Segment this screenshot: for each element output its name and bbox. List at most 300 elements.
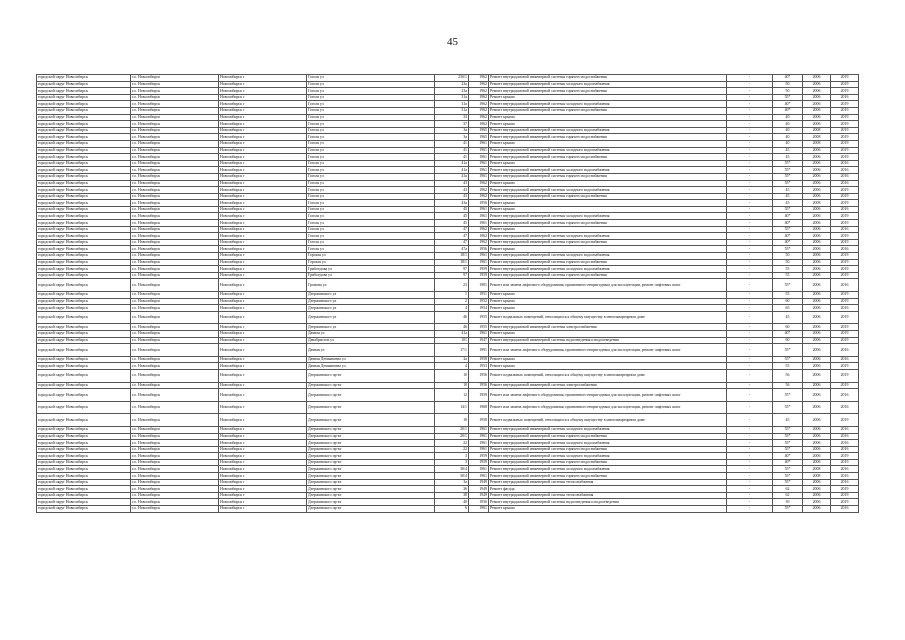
table-row	[37, 440, 859, 447]
work-type-cell: Ремонт внутридомовой инженерной системы холодного водоснабжения	[489, 233, 727, 240]
year-to-cell: 2019	[831, 101, 859, 108]
street-cell: Дачная Демьяновна ул	[307, 356, 435, 363]
municipality-cell: городской округ Новосибирск	[37, 324, 131, 331]
city-cell: Новосибирск г	[219, 213, 307, 220]
year-built-cell: 1962	[469, 88, 489, 95]
year-from-cell: 2006	[803, 305, 831, 312]
year-from-cell: 2006	[803, 486, 831, 493]
work-type-cell: Ремонт внутридомовой инженерной системы горячего водоснабжения	[489, 433, 727, 440]
year-from-cell: 2006	[803, 330, 831, 337]
city-cell: Новосибирск г	[219, 440, 307, 447]
year-built-cell: 1959	[469, 266, 489, 273]
district-cell: г.о. Новосибирск	[131, 272, 219, 279]
municipality-cell: городской округ Новосибирск	[37, 213, 131, 220]
district-cell: г.о. Новосибирск	[131, 499, 219, 506]
municipality-cell: городской округ Новосибирск	[37, 453, 131, 460]
value-cell: -	[727, 246, 773, 253]
city-cell: Новосибирск г	[219, 337, 307, 344]
table-row	[37, 173, 859, 180]
municipality-cell: городской округ Новосибирск	[37, 433, 131, 440]
wear-percent-cell: 45	[773, 414, 803, 427]
wear-percent-cell: 39	[773, 499, 803, 506]
street-cell: Дзержинского пр-кт	[307, 401, 435, 414]
table-row	[37, 446, 859, 453]
wear-percent-cell: 45	[773, 311, 803, 324]
wear-percent-cell: 40*	[773, 330, 803, 337]
value-cell: -	[727, 187, 773, 194]
table-row	[37, 239, 859, 246]
value-cell: -	[727, 363, 773, 370]
year-to-cell: 2019	[831, 459, 859, 466]
municipality-cell: городской округ Новосибирск	[37, 330, 131, 337]
district-cell: г.о. Новосибирск	[131, 134, 219, 141]
year-to-cell: 2019	[831, 200, 859, 207]
year-to-cell: 2019	[831, 499, 859, 506]
wear-percent-cell: 55*	[773, 466, 803, 473]
municipality-cell: городской округ Новосибирск	[37, 311, 131, 324]
municipality-cell: городской округ Новосибирск	[37, 389, 131, 402]
district-cell: г.о. Новосибирск	[131, 220, 219, 227]
city-cell: Новосибирск г	[219, 389, 307, 402]
year-built-cell: 1962	[469, 239, 489, 246]
year-built-cell: 1962	[469, 121, 489, 128]
municipality-cell: городской округ Новосибирск	[37, 253, 131, 260]
house-number-cell: 41	[435, 154, 469, 161]
street-cell: Гоголя ул	[307, 140, 435, 147]
year-from-cell: 2006	[803, 81, 831, 88]
value-cell: -	[727, 160, 773, 167]
wear-percent-cell: 60	[773, 324, 803, 331]
city-cell: Новосибирск г	[219, 324, 307, 331]
wear-percent-cell: 50	[773, 253, 803, 260]
district-cell: г.о. Новосибирск	[131, 121, 219, 128]
city-cell: Новосибирск г	[219, 220, 307, 227]
year-to-cell: 2019	[831, 266, 859, 273]
district-cell: г.о. Новосибирск	[131, 167, 219, 174]
municipality-cell: городской округ Новосибирск	[37, 200, 131, 207]
year-from-cell: 2006	[803, 114, 831, 121]
year-built-cell: 1961	[469, 466, 489, 473]
year-from-cell: 2006	[803, 401, 831, 414]
work-type-cell: Ремонт крыши	[489, 114, 727, 121]
wear-percent-cell: 40	[773, 134, 803, 141]
year-from-cell: 2006	[803, 226, 831, 233]
city-cell: Новосибирск г	[219, 121, 307, 128]
year-from-cell: 2006	[803, 147, 831, 154]
district-cell: г.о. Новосибирск	[131, 356, 219, 363]
year-from-cell: 2008	[803, 200, 831, 207]
table-row	[37, 414, 859, 427]
city-cell: Новосибирск г	[219, 272, 307, 279]
street-cell: Гоголя ул	[307, 200, 435, 207]
street-cell: Дзержинского пр-кт	[307, 414, 435, 427]
value-cell: -	[727, 81, 773, 88]
year-built-cell: 1968	[469, 401, 489, 414]
district-cell: г.о. Новосибирск	[131, 459, 219, 466]
city-cell: Новосибирск г	[219, 433, 307, 440]
value-cell: -	[727, 337, 773, 344]
year-from-cell: 2006	[803, 298, 831, 305]
wear-percent-cell: 45	[773, 154, 803, 161]
year-to-cell: 2016	[831, 356, 859, 363]
year-to-cell: 2019	[831, 369, 859, 382]
work-type-cell: Ремонт внутридомовой инженерной системы холодного водоснабжения	[489, 213, 727, 220]
city-cell: Новосибирск г	[219, 466, 307, 473]
district-cell: г.о. Новосибирск	[131, 363, 219, 370]
year-from-cell: 2006	[803, 389, 831, 402]
house-number-cell: 38	[435, 492, 469, 499]
year-from-cell: 2006	[803, 453, 831, 460]
house-number-cell: 18	[435, 414, 469, 427]
house-number-cell: 22	[435, 440, 469, 447]
year-built-cell: 1961	[469, 140, 489, 147]
table-row	[37, 401, 859, 414]
table-row	[37, 499, 859, 506]
city-cell: Новосибирск г	[219, 127, 307, 134]
work-type-cell: Ремонт внутридомовой инженерной системы горячего водоснабжения	[489, 220, 727, 227]
municipality-cell: городской округ Новосибирск	[37, 298, 131, 305]
work-type-cell: Ремонт крыши	[489, 356, 727, 363]
year-to-cell: 2019	[831, 233, 859, 240]
city-cell: Новосибирск г	[219, 239, 307, 246]
table-row	[37, 193, 859, 200]
wear-percent-cell: 65	[773, 305, 803, 312]
district-cell: г.о. Новосибирск	[131, 311, 219, 324]
municipality-cell: городской округ Новосибирск	[37, 239, 131, 246]
street-cell: Гоголя ул	[307, 114, 435, 121]
value-cell: -	[727, 324, 773, 331]
year-to-cell: 2016	[831, 479, 859, 486]
wear-percent-cell: 60	[773, 337, 803, 344]
house-number-cell: 47	[435, 239, 469, 246]
value-cell: -	[727, 88, 773, 95]
wear-percent-cell: 40*	[773, 220, 803, 227]
house-number-cell: 45	[435, 213, 469, 220]
street-cell: Гоголя ул	[307, 154, 435, 161]
work-type-cell: Ремонт крыши	[489, 363, 727, 370]
work-type-cell: Ремонт внутридомовой инженерной системы горячего водоснабжения	[489, 88, 727, 95]
street-cell: Горская ул	[307, 253, 435, 260]
year-from-cell: 2006	[803, 363, 831, 370]
district-cell: г.о. Новосибирск	[131, 127, 219, 134]
street-cell: Гоголя ул	[307, 180, 435, 187]
table-row	[37, 127, 859, 134]
year-to-cell: 2019	[831, 121, 859, 128]
year-to-cell: 2016	[831, 440, 859, 447]
value-cell: -	[727, 344, 773, 357]
year-to-cell: 2016	[831, 473, 859, 480]
wear-percent-cell: 55*	[773, 206, 803, 213]
year-built-cell: 1961	[469, 330, 489, 337]
street-cell: Громова ул	[307, 279, 435, 292]
wear-percent-cell: 40	[773, 140, 803, 147]
district-cell: г.о. Новосибирск	[131, 246, 219, 253]
year-to-cell: 2019	[831, 140, 859, 147]
municipality-cell: городской округ Новосибирск	[37, 369, 131, 382]
value-cell: -	[727, 305, 773, 312]
city-cell: Новосибирск г	[219, 473, 307, 480]
year-built-cell: 1947	[469, 337, 489, 344]
city-cell: Новосибирск г	[219, 401, 307, 414]
municipality-cell: городской округ Новосибирск	[37, 101, 131, 108]
year-from-cell: 2006	[803, 173, 831, 180]
municipality-cell: городской округ Новосибирск	[37, 414, 131, 427]
year-to-cell: 2016	[831, 94, 859, 101]
municipality-cell: городской округ Новосибирск	[37, 440, 131, 447]
work-type-cell: Ремонт крыши	[489, 180, 727, 187]
work-type-cell: Ремонт крыши	[489, 200, 727, 207]
value-cell: -	[727, 330, 773, 337]
district-cell: г.о. Новосибирск	[131, 344, 219, 357]
year-built-cell: 1962	[469, 114, 489, 121]
wear-percent-cell: 55	[773, 272, 803, 279]
wear-percent-cell: 55	[773, 292, 803, 299]
table-row	[37, 246, 859, 253]
table-row	[37, 369, 859, 382]
year-to-cell: 2019	[831, 363, 859, 370]
value-cell: -	[727, 272, 773, 279]
value-cell: -	[727, 446, 773, 453]
street-cell: Гоголя ул	[307, 206, 435, 213]
year-built-cell: 1956	[469, 246, 489, 253]
year-built-cell: 1962	[469, 107, 489, 114]
value-cell: -	[727, 506, 773, 513]
year-to-cell: 2016	[831, 180, 859, 187]
year-built-cell: 1962	[469, 75, 489, 82]
work-type-cell: Ремонт внутридомовой инженерной системы холодного водоснабжения	[489, 440, 727, 447]
year-to-cell: 2019	[831, 147, 859, 154]
street-cell: Гоголя ул	[307, 127, 435, 134]
street-cell: Гоголя ул	[307, 173, 435, 180]
house-number-cell: 43	[435, 193, 469, 200]
year-from-cell: 2006	[803, 253, 831, 260]
year-from-cell: 2006	[803, 492, 831, 499]
city-cell: Новосибирск г	[219, 506, 307, 513]
table-row	[37, 453, 859, 460]
wear-percent-cell: 55*	[773, 180, 803, 187]
wear-percent-cell: 56	[773, 382, 803, 389]
year-to-cell: 2019	[831, 213, 859, 220]
municipality-cell: городской округ Новосибирск	[37, 233, 131, 240]
year-built-cell: 1961	[469, 259, 489, 266]
district-cell: г.о. Новосибирск	[131, 213, 219, 220]
district-cell: г.о. Новосибирск	[131, 253, 219, 260]
district-cell: г.о. Новосибирск	[131, 147, 219, 154]
table-row	[37, 272, 859, 279]
year-to-cell: 2016	[831, 446, 859, 453]
year-built-cell: 1961	[469, 433, 489, 440]
municipality-cell: городской округ Новосибирск	[37, 356, 131, 363]
year-from-cell: 2006	[803, 356, 831, 363]
work-type-cell: Ремонт крыши	[489, 305, 727, 312]
house-number-cell: 2а	[435, 356, 469, 363]
year-built-cell: 1954	[469, 305, 489, 312]
street-cell: Дзержинского ул	[307, 311, 435, 324]
value-cell: -	[727, 499, 773, 506]
city-cell: Новосибирск г	[219, 446, 307, 453]
district-cell: г.о. Новосибирск	[131, 173, 219, 180]
city-cell: Новосибирск г	[219, 330, 307, 337]
street-cell: Дзержинского пр-кт	[307, 369, 435, 382]
city-cell: Новосибирск г	[219, 101, 307, 108]
street-cell: Гоголя ул	[307, 94, 435, 101]
house-number-cell: 41	[435, 147, 469, 154]
work-type-cell: Ремонт внутридомовой инженерной системы горячего водоснабжения	[489, 272, 727, 279]
municipality-cell: городской округ Новосибирск	[37, 75, 131, 82]
city-cell: Новосибирск г	[219, 499, 307, 506]
work-type-cell: Ремонт или замена лифтового оборудования, признанного непригодным для эксплуатации, ремонт лифтовых шахт	[489, 344, 727, 357]
year-from-cell: 2006	[803, 193, 831, 200]
value-cell: -	[727, 220, 773, 227]
year-from-cell: 2006	[803, 220, 831, 227]
wear-percent-cell: 55*	[773, 226, 803, 233]
city-cell: Новосибирск г	[219, 180, 307, 187]
year-from-cell: 2006	[803, 344, 831, 357]
district-cell: г.о. Новосибирск	[131, 140, 219, 147]
table-row	[37, 324, 859, 331]
house-number-cell: 23	[435, 279, 469, 292]
year-built-cell: 1961	[469, 167, 489, 174]
city-cell: Новосибирск г	[219, 292, 307, 299]
page-number: 45	[447, 36, 458, 48]
table-row	[37, 292, 859, 299]
house-number-cell: 97	[435, 272, 469, 279]
house-number-cell: 40	[435, 499, 469, 506]
year-to-cell: 2019	[831, 259, 859, 266]
district-cell: г.о. Новосибирск	[131, 107, 219, 114]
table-row	[37, 200, 859, 207]
year-from-cell: 2006	[803, 459, 831, 466]
city-cell: Новосибирск г	[219, 279, 307, 292]
district-cell: г.о. Новосибирск	[131, 440, 219, 447]
house-number-cell: 41а	[435, 173, 469, 180]
house-number-cell: 10	[435, 369, 469, 382]
year-built-cell: 1981	[469, 279, 489, 292]
work-type-cell: Ремонт крыши	[489, 160, 727, 167]
house-number-cell: 3а	[435, 134, 469, 141]
city-cell: Новосибирск г	[219, 246, 307, 253]
value-cell: -	[727, 473, 773, 480]
wear-percent-cell: 56	[773, 369, 803, 382]
year-to-cell: 2016	[831, 426, 859, 433]
municipality-cell: городской округ Новосибирск	[37, 499, 131, 506]
wear-percent-cell: 55	[773, 363, 803, 370]
district-cell: г.о. Новосибирск	[131, 382, 219, 389]
street-cell: Гоголя ул	[307, 167, 435, 174]
year-built-cell: 1952	[469, 298, 489, 305]
table-row	[37, 279, 859, 292]
house-number-cell: 41а	[435, 160, 469, 167]
table-row	[37, 426, 859, 433]
value-cell: -	[727, 121, 773, 128]
year-to-cell: 2016	[831, 160, 859, 167]
value-cell: -	[727, 414, 773, 427]
house-number-cell: 10	[435, 382, 469, 389]
year-built-cell: 1959	[469, 272, 489, 279]
work-type-cell: Ремонт внутридомовой инженерной системы холодного водоснабжения	[489, 453, 727, 460]
wear-percent-cell: 40*	[773, 101, 803, 108]
house-number-cell: 3	[435, 459, 469, 466]
city-cell: Новосибирск г	[219, 187, 307, 194]
work-type-cell: Ремонт крыши	[489, 292, 727, 299]
municipality-cell: городской округ Новосибирск	[37, 344, 131, 357]
municipality-cell: городской округ Новосибирск	[37, 140, 131, 147]
year-built-cell: 1961	[469, 160, 489, 167]
year-from-cell: 2006	[803, 414, 831, 427]
work-type-cell: Ремонт фасада	[489, 486, 727, 493]
municipality-cell: городской округ Новосибирск	[37, 88, 131, 95]
house-number-cell: 3а	[435, 479, 469, 486]
work-type-cell: Ремонт внутридомовой инженерной системы горячего водоснабжения	[489, 75, 727, 82]
year-built-cell: 1961	[469, 147, 489, 154]
work-type-cell: Ремонт крыши	[489, 140, 727, 147]
table-row	[37, 75, 859, 82]
wear-percent-cell: 55*	[773, 479, 803, 486]
work-type-cell: Ремонт внутридомовой инженерной системы горячего водоснабжения	[489, 239, 727, 246]
district-cell: г.о. Новосибирск	[131, 94, 219, 101]
year-built-cell: 1962	[469, 193, 489, 200]
value-cell: -	[727, 279, 773, 292]
municipality-cell: городской округ Новосибирск	[37, 473, 131, 480]
street-cell: Гоголя ул	[307, 187, 435, 194]
year-from-cell: 2006	[803, 88, 831, 95]
year-to-cell: 2019	[831, 324, 859, 331]
wear-percent-cell: 45	[773, 147, 803, 154]
city-cell: Новосибирск г	[219, 206, 307, 213]
wear-percent-cell: 50	[773, 88, 803, 95]
value-cell: -	[727, 206, 773, 213]
year-from-cell: 2006	[803, 259, 831, 266]
year-built-cell: 1962	[469, 226, 489, 233]
year-from-cell: 2006	[803, 206, 831, 213]
street-cell: Дзержинского ул	[307, 305, 435, 312]
municipality-cell: городской округ Новосибирск	[37, 114, 131, 121]
house-number-cell: 17/1	[435, 344, 469, 357]
district-cell: г.о. Новосибирск	[131, 479, 219, 486]
table-row	[37, 466, 859, 473]
house-number-cell: 47а	[435, 246, 469, 253]
district-cell: г.о. Новосибирск	[131, 433, 219, 440]
wear-percent-cell: 62	[773, 492, 803, 499]
work-type-cell: Ремонт подвальных помещений, относящихся к общему имуществу в многоквартирном доме	[489, 311, 727, 324]
value-cell: -	[727, 94, 773, 101]
wear-percent-cell: 45	[773, 187, 803, 194]
value-cell: -	[727, 167, 773, 174]
municipality-cell: городской округ Новосибирск	[37, 337, 131, 344]
year-from-cell: 2006	[803, 311, 831, 324]
year-from-cell: 2006	[803, 324, 831, 331]
year-built-cell: 1956	[469, 200, 489, 207]
value-cell: -	[727, 114, 773, 121]
municipality-cell: городской округ Новосибирск	[37, 259, 131, 266]
house-number-cell: 47	[435, 226, 469, 233]
work-type-cell: Ремонт внутридомовой инженерной системы холодного водоснабжения	[489, 167, 727, 174]
year-to-cell: 2019	[831, 134, 859, 141]
wear-percent-cell: 40	[773, 127, 803, 134]
work-type-cell: Ремонт внутридомовой инженерной системы холодного водоснабжения	[489, 187, 727, 194]
city-cell: Новосибирск г	[219, 426, 307, 433]
house-number-cell: 4	[435, 305, 469, 312]
district-cell: г.о. Новосибирск	[131, 426, 219, 433]
value-cell: -	[727, 233, 773, 240]
street-cell: Гоголя ул	[307, 81, 435, 88]
value-cell: -	[727, 389, 773, 402]
house-number-cell: 23а	[435, 88, 469, 95]
value-cell: -	[727, 239, 773, 246]
street-cell: Гоголя ул	[307, 160, 435, 167]
municipality-cell: городской округ Новосибирск	[37, 446, 131, 453]
city-cell: Новосибирск г	[219, 492, 307, 499]
